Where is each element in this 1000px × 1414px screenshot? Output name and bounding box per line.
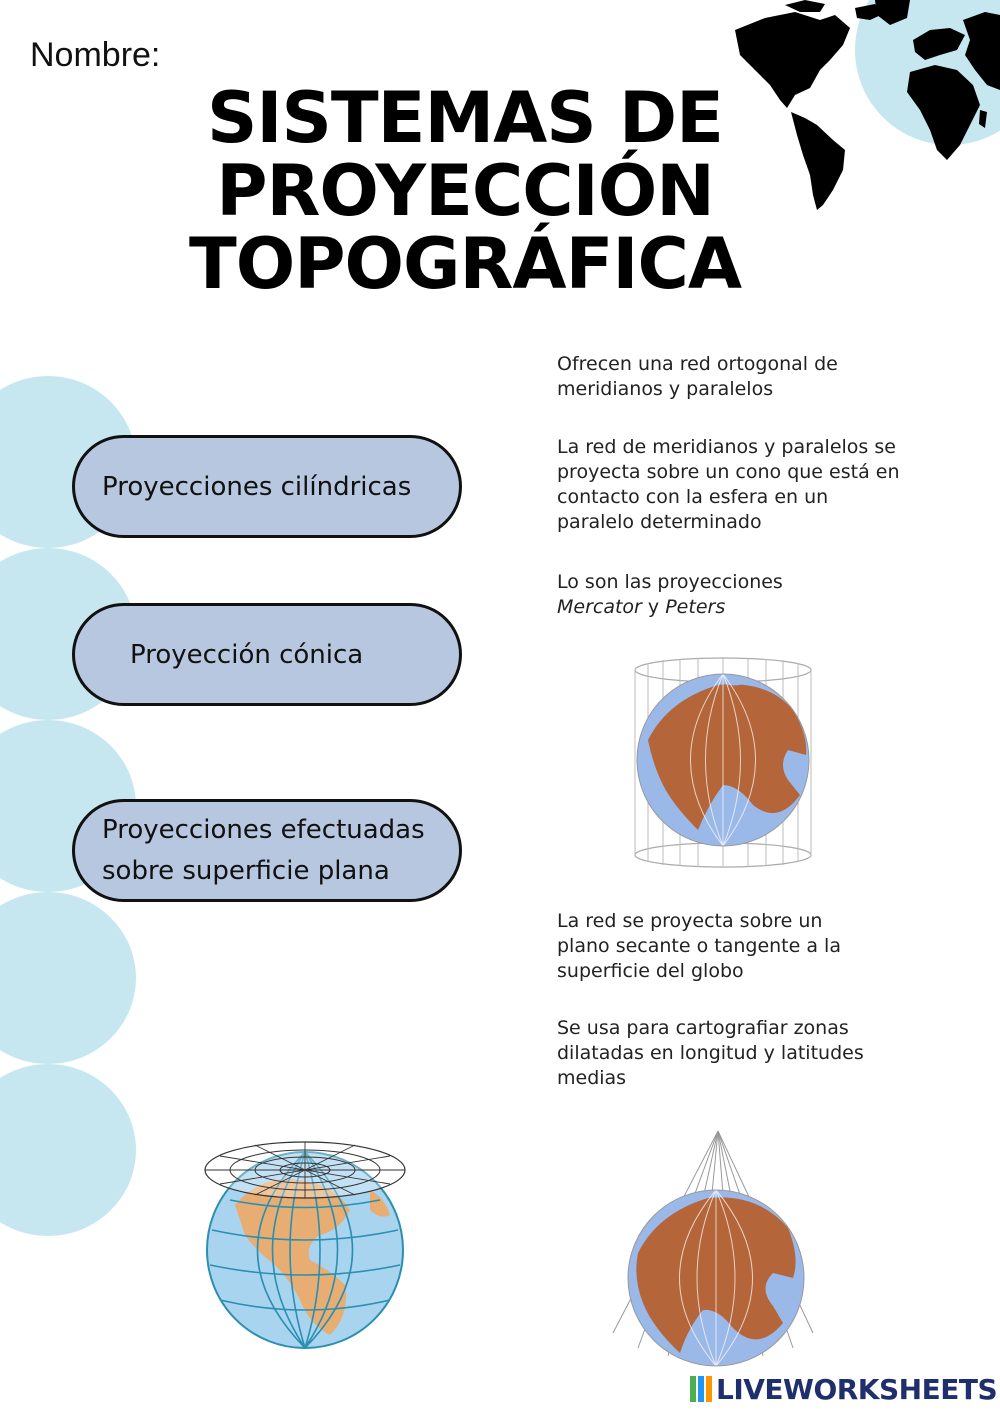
title-line: TOPOGRÁFICA bbox=[188, 223, 741, 305]
description-text[interactable]: La red se proyecta sobre un plano secante o tangente a la superficie del globo bbox=[557, 910, 841, 982]
liveworksheets-logo-icon bbox=[690, 1374, 712, 1404]
category-label: Proyecciones cilíndricas bbox=[102, 471, 412, 502]
liveworksheets-logo[interactable] bbox=[690, 1372, 997, 1406]
conic-projection-image[interactable] bbox=[608, 1128, 823, 1368]
title-line: SISTEMAS DE bbox=[207, 77, 723, 159]
description-text[interactable] bbox=[557, 570, 857, 620]
decor-circle bbox=[0, 1064, 136, 1236]
description-conjunction: y bbox=[647, 596, 660, 618]
description-text[interactable]: Ofrecen una red ortogonal de meridianos y paralelos bbox=[557, 353, 838, 400]
liveworksheets-logo-text: LIVEWORKSHEETS bbox=[716, 1372, 998, 1406]
description-text[interactable]: La red de meridianos y paralelos se proyecta sobre un cono que está en contacto con la esfera en un paralelo determinado bbox=[557, 436, 900, 533]
category-label bbox=[102, 810, 425, 892]
category-label-line: Proyecciones efectuadas bbox=[102, 814, 425, 845]
category-label-line: sobre superficie plana bbox=[102, 855, 390, 886]
planar-projection-image[interactable] bbox=[200, 1120, 415, 1360]
cylindrical-projection-image[interactable] bbox=[628, 655, 818, 875]
category-cylindrical[interactable] bbox=[72, 435, 462, 538]
description-text[interactable]: Se usa para cartografiar zonas dilatadas en longitud y latitudes medias bbox=[557, 1017, 864, 1089]
name-label: Nombre: bbox=[30, 36, 161, 74]
category-label: Proyección cónica bbox=[130, 639, 364, 670]
decor-circle bbox=[0, 892, 136, 1064]
projection-name-mercator: Mercator bbox=[557, 596, 642, 618]
category-conic[interactable] bbox=[72, 603, 462, 706]
page-title bbox=[160, 77, 770, 305]
projection-name-peters: Peters bbox=[665, 596, 726, 618]
description-prefix: Lo son las proyecciones bbox=[557, 571, 783, 593]
category-flat-surface[interactable] bbox=[72, 799, 462, 902]
title-line: PROYECCIÓN bbox=[216, 150, 714, 232]
